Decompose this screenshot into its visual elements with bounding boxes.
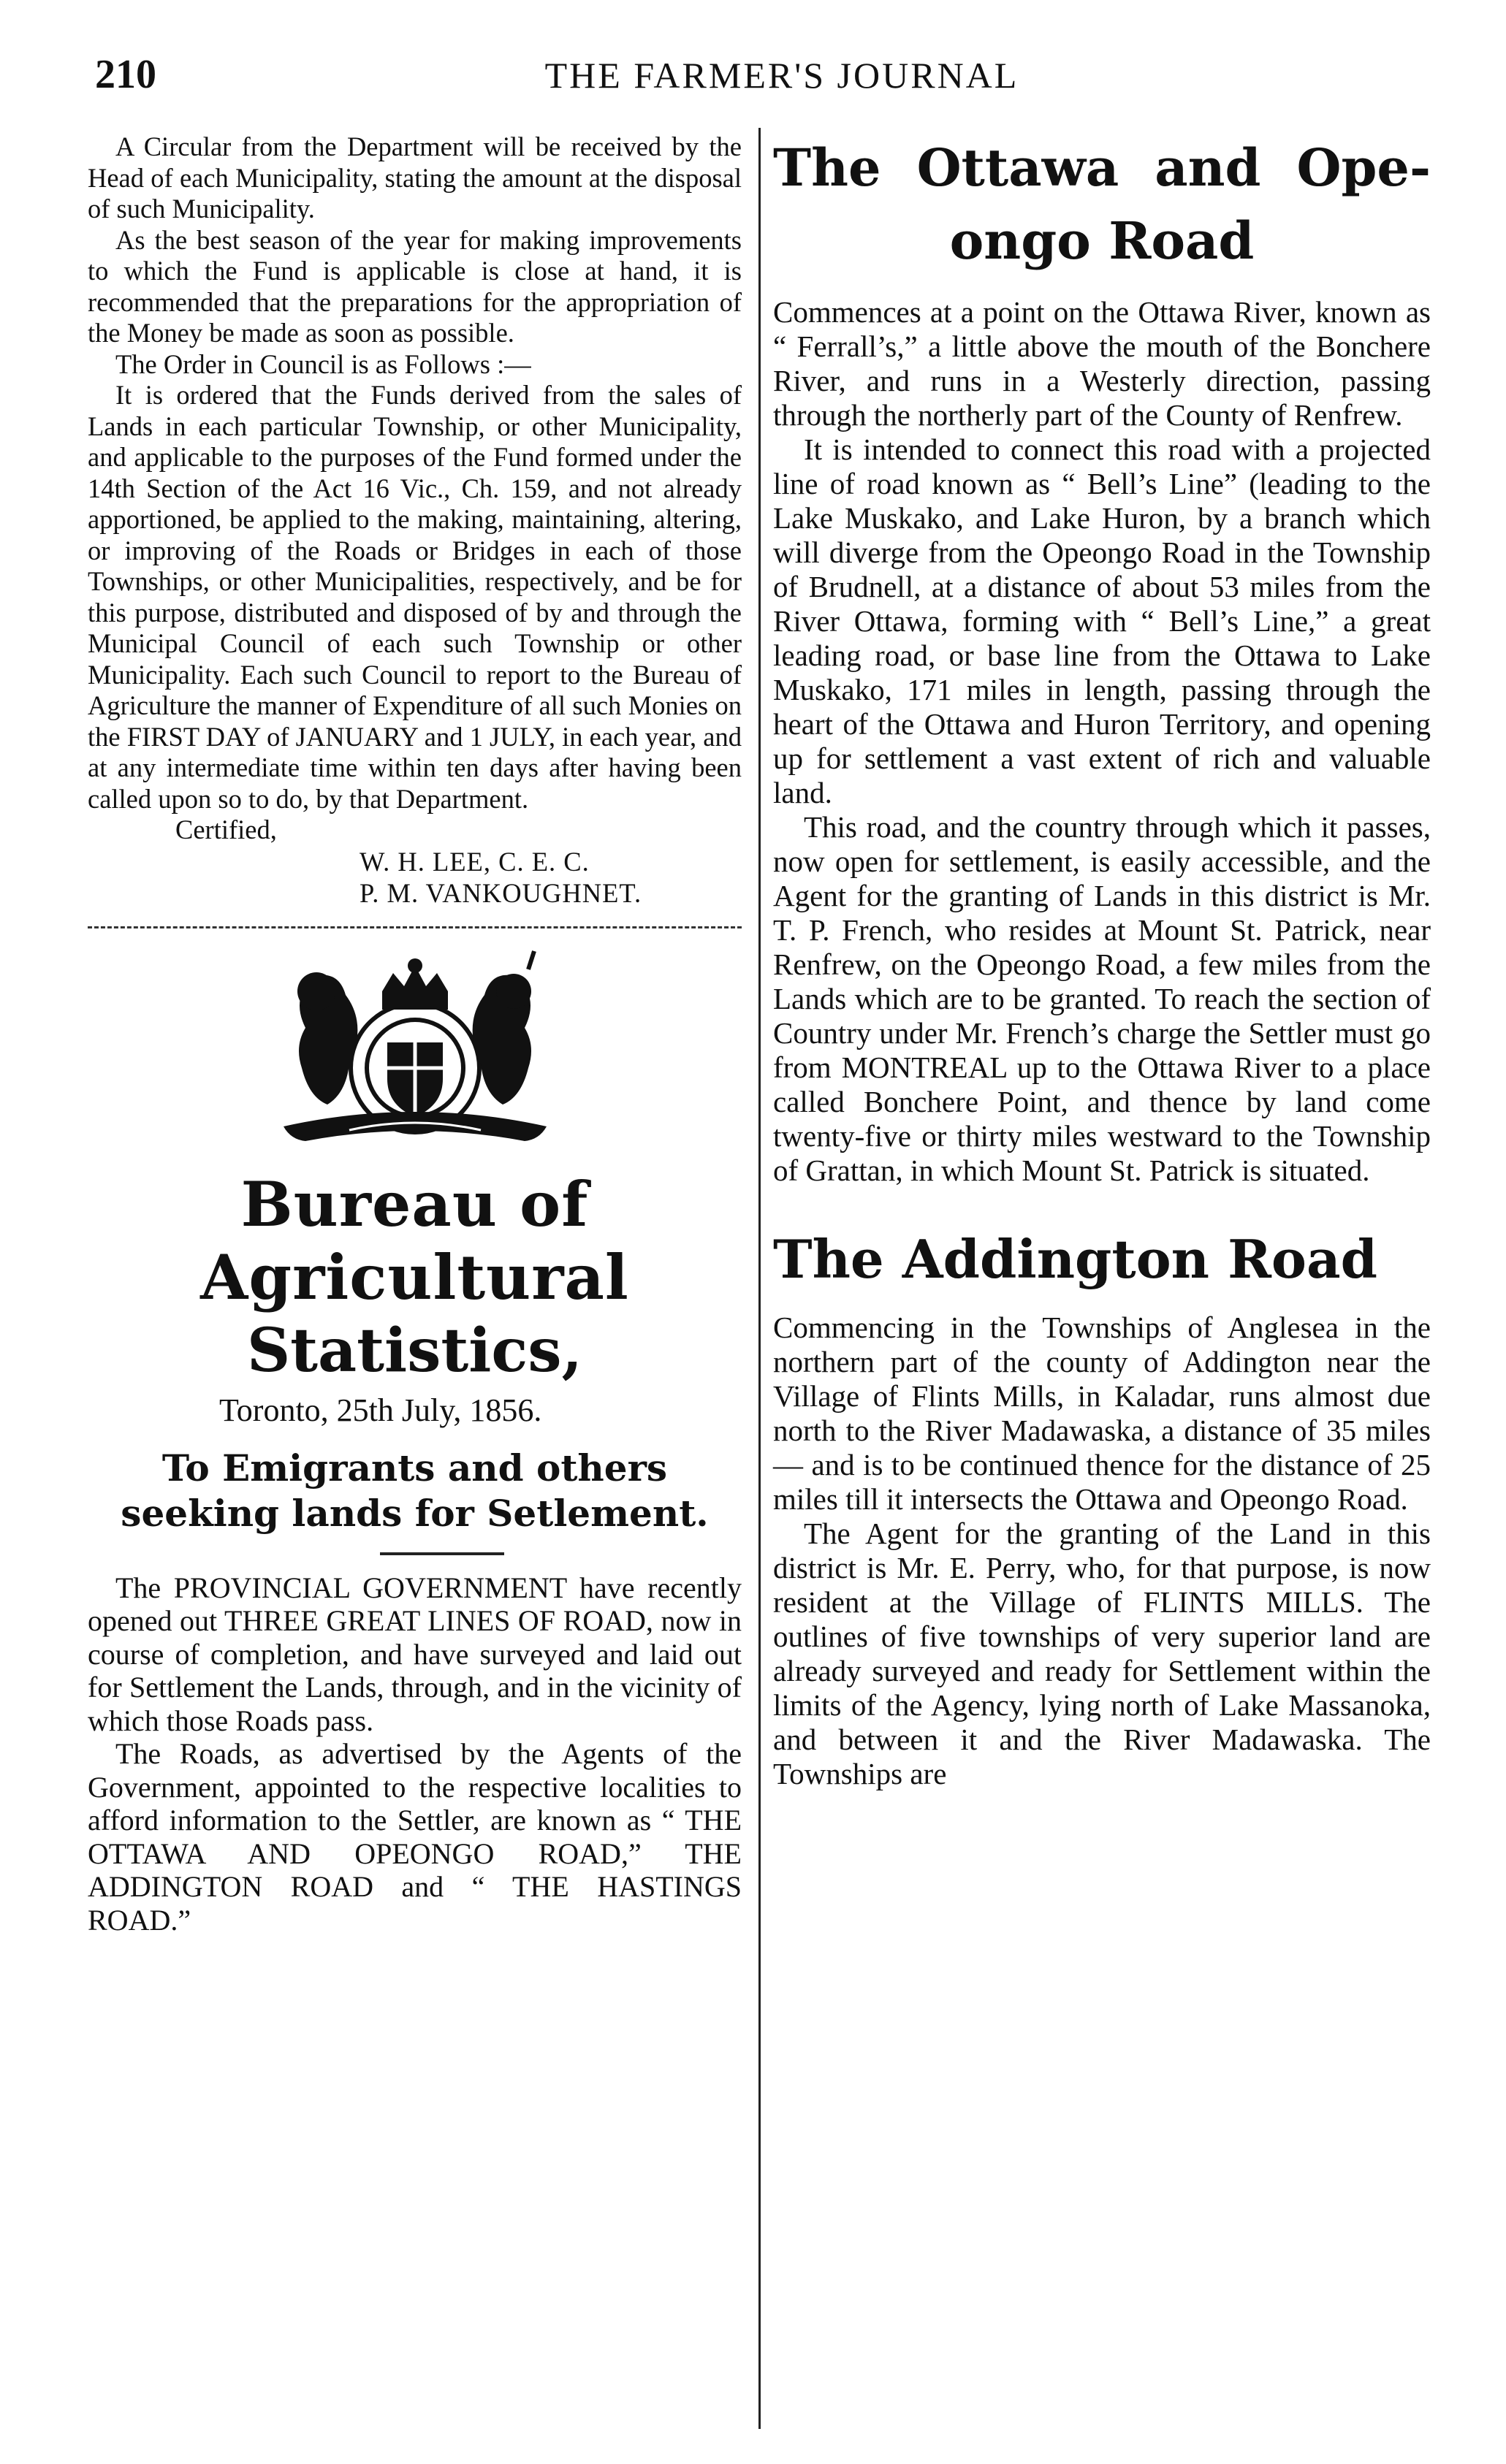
- paragraph: Commencing in the Townships of Anglesea in the northern part of the county of Addington near the Village of Flints Mills, in Kaladar, runs almost due north to the River Madawaska, a distance of 35 miles— and is to be continued thence for the distance of 25 miles till it intersects the Ottawa and Opeongo Road.: [773, 1311, 1431, 1516]
- left-column: [88, 131, 742, 1937]
- signature-lee: W. H. LEE, C. E. C.: [360, 846, 590, 877]
- right-column: [773, 131, 1431, 1791]
- ottawa-road-article: [773, 295, 1431, 1188]
- bureau-title: Bureau of Agricultural: [200, 1167, 629, 1313]
- emigrants-subheading: To Emigrants and others seeking lands for Setlement.: [121, 1446, 709, 1535]
- section-divider: [88, 926, 742, 928]
- paragraph: It is ordered that the Funds derived from the sales of Lands in each particular Township, or other Municipality, and applicable to the purposes of the Fund formed under the 14th Section of the Act 16 Vic., Ch. 159, and not already apportioned, be applied to the making, maintaining, altering, or improving of the Roads or Bridges in each of those Townships, or other Municipalities, respectively, and be for this purpose, distributed and disposed of by and through the Municipal Council of each such Township or other Municipality. Each such Council to report to the Bureau of Agriculture the manner of Expenditure of all such Monies on the FIRST DAY of JANUARY and 1 JULY, in each year, and at any intermediate time within ten days after having been called upon so to do, by that Department.: [88, 380, 742, 814]
- paragraph: As the best season of the year for making improvements to which the Fund is applicable is close at hand, it is recommended that the preparations for the appropriation of the Money be made as soon as possible.: [88, 224, 742, 348]
- paragraph: The Agent for the granting of the Land in this district is Mr. E. Perry, who, for that purpose, is now resident at the Village of FLINTS MILLS. The outlines of five townships of very superior land are already surveyed and ready for Settlement within the limits of the Agency, lying north of Lake Massanoka, and between it and the River Madawaska. The Townships are: [773, 1517, 1431, 1790]
- addington-heading: The Addington Road: [773, 1228, 1377, 1290]
- paragraph: It is intended to connect this road with a projected line of road known as “ Bell’s Line” (leading to the Lake Muskako, and Lake Huron, by a branch which will diverge from the Opeongo Road in the Township of Brudnell, at a distance of about 53 miles from the River Ottawa, forming with “ Bell’s Line,” a great leading road, or base line from the Ottawa to Lake Muskako, 171 miles in length, passing through the heart of the Ottawa and Huron Territory, and opening up for settlement a vast extent of rich and valuable land.: [773, 432, 1431, 809]
- statistics-title: Statistics,: [246, 1315, 583, 1386]
- paragraph: A Circular from the Department will be received by the Head of each Municipality, stating the amount at the disposal of such Municipality.: [88, 131, 742, 224]
- page-header: [95, 51, 1469, 117]
- emigrants-notice: [88, 1571, 742, 1937]
- paragraph: The PROVINCIAL GOVERNMENT have recently opened out THREE GREAT LINES OF ROAD, now in course of completion, and have surveyed and laid out for Settlement the Lands, through, and in the vicinity of which those Roads pass.: [88, 1571, 742, 1737]
- page-number: 210: [95, 52, 156, 97]
- dateline: Toronto, 25th July, 1856.: [219, 1392, 542, 1428]
- crest-container: [88, 947, 742, 1159]
- short-divider: [380, 1552, 504, 1555]
- signature-vankoughnet: P. M. VANKOUGHNET.: [360, 877, 642, 908]
- certified-line: Certified,: [175, 815, 277, 844]
- paragraph: Commences at a point on the Ottawa River, known as “ Ferrall’s,” a little above the mouth of the Bonchere River, and runs in a Westerly direction, passing through the northerly part of the County of Renfrew.: [773, 295, 1431, 432]
- royal-coat-of-arms-icon: [196, 947, 634, 1159]
- paragraph: The Order in Council is as Follows :—: [115, 348, 531, 379]
- addington-road-article: [773, 1311, 1431, 1791]
- column-divider: [758, 128, 761, 2429]
- ottawa-heading-line-2: ongo Road: [949, 210, 1255, 271]
- circular-notice: [88, 131, 742, 815]
- paragraph: The Roads, as advertised by the Agents of the Government, appointed to the respective localities to afford information to the Settler, are known as “ THE OTTAWA AND OPEONGO ROAD,” THE ADDINGTON ROAD and “ THE HASTINGS ROAD.”: [88, 1737, 742, 1937]
- ottawa-heading-line-1: The Ottawa and Ope-: [773, 137, 1431, 198]
- running-title: THE FARMER'S JOURNAL: [544, 55, 1019, 96]
- paragraph: This road, and the country through which it passes, now open for settlement, is easily accessible, and the Agent for the granting of Lands in this district is Mr. T. P. French, who resides at Mount St. Patrick, near Renfrew, on the Opeongo Road, a few miles from the Lands which are to be granted. To reach the section of Country under Mr. French’s charge the Settler must go from MONTREAL up to the Ottawa River to a place called Bonchere Point, and thence by land come twenty-five or thirty miles westward to the Township of Grattan, in which Mount St. Patrick is situated.: [773, 810, 1431, 1187]
